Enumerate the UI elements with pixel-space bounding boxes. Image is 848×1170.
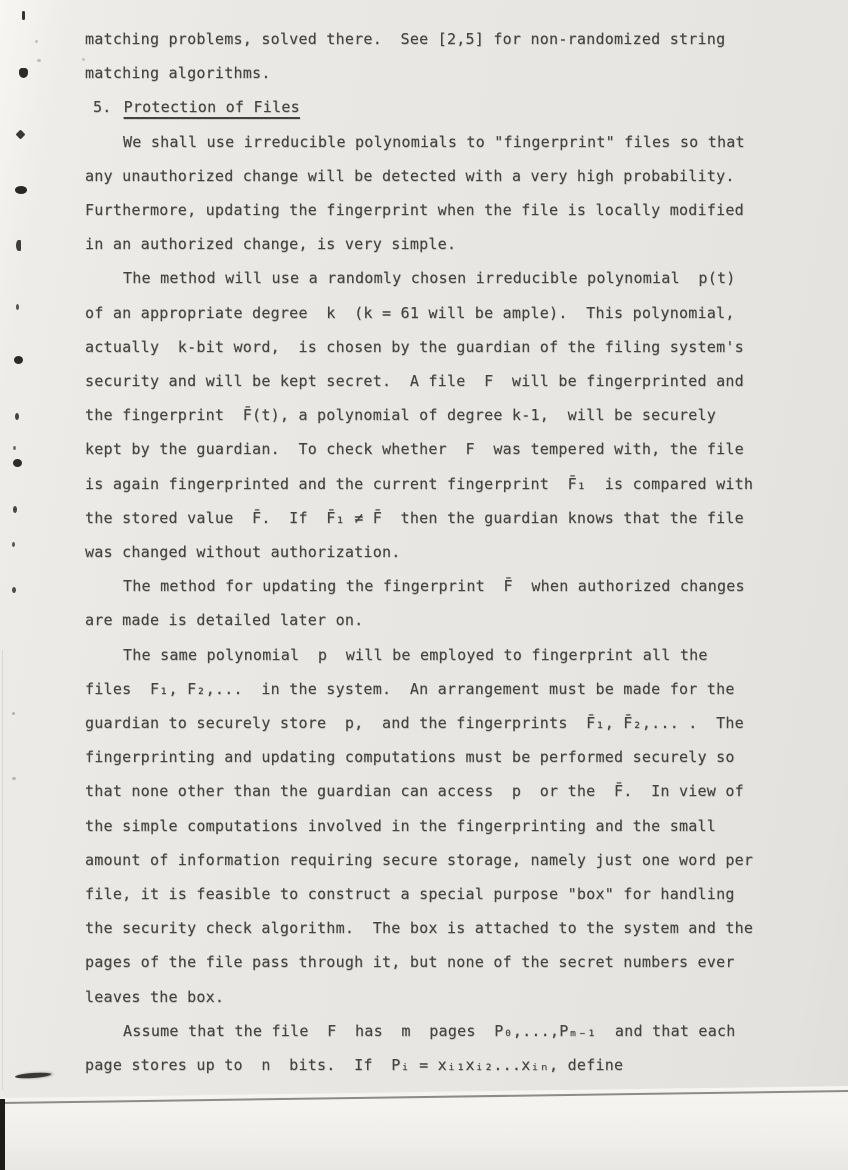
ink-speck bbox=[13, 459, 22, 467]
text-line: that none other than the guardian can access p or the F̄. In view of bbox=[85, 782, 744, 801]
section-number: 5. bbox=[93, 98, 112, 117]
ink-speck bbox=[15, 413, 19, 420]
scan-fold-line bbox=[2, 650, 3, 1090]
ink-speck bbox=[35, 40, 38, 43]
section-heading bbox=[85, 90, 785, 124]
ink-speck bbox=[14, 356, 23, 364]
text-line: the stored value F̄. If F̄₁ ≠ F̄ then the guardian knows that the file bbox=[85, 508, 744, 527]
page-bottom-area bbox=[0, 1086, 848, 1170]
ink-speck bbox=[37, 59, 41, 62]
text-line: Assume that the file F has m pages P₀,...,Pₘ₋₁ and that each bbox=[123, 1021, 736, 1040]
text-line: the security check algorithm. The box is attached to the system and the bbox=[85, 919, 754, 938]
text-line: are made is detailed later on. bbox=[85, 611, 364, 630]
text-line: actually k-bit word, is chosen by the guardian of the filing system's bbox=[85, 337, 744, 356]
ink-speck bbox=[15, 186, 27, 194]
text-line: was changed without authorization. bbox=[85, 543, 401, 562]
text-line: page stores up to n bits. If Pᵢ = xᵢ₁xᵢ₂...xᵢₙ, define bbox=[85, 1056, 624, 1075]
ink-speck bbox=[12, 542, 15, 547]
text-line: The method for updating the fingerprint F̄ when authorized changes bbox=[123, 577, 745, 596]
text-line: pages of the file pass through it, but none of the secret numbers ever bbox=[85, 953, 735, 972]
text-line: The method will use a randomly chosen irreducible polynomial p(t) bbox=[123, 269, 736, 288]
text-line: leaves the box. bbox=[85, 987, 225, 1006]
text-line: files F₁, F₂,... in the system. An arrangement must be made for the bbox=[85, 679, 735, 698]
ink-speck bbox=[16, 304, 19, 310]
ink-speck bbox=[16, 240, 21, 251]
ink-speck bbox=[12, 777, 16, 780]
scan-edge-shadow bbox=[0, 1099, 5, 1170]
text-line: file, it is feasible to construct a special purpose "box" for handling bbox=[85, 885, 735, 904]
text-line: in an authorized change, is very simple. bbox=[85, 235, 457, 254]
ink-speck bbox=[13, 446, 16, 450]
section-title: Protection of Files bbox=[123, 98, 300, 117]
text-line: The same polynomial p will be employed to fingerprint all the bbox=[123, 645, 708, 664]
ink-speck bbox=[16, 130, 26, 140]
ink-speck bbox=[12, 712, 15, 715]
text-line: amount of information requiring secure storage, namely just one word per bbox=[85, 850, 754, 869]
document-text bbox=[85, 22, 785, 1082]
text-line: fingerprinting and updating computations must be performed securely so bbox=[85, 748, 735, 767]
text-line: matching problems, solved there. See [2,5] for non-randomized string bbox=[85, 30, 726, 48]
ink-speck bbox=[19, 68, 28, 78]
text-line: guardian to securely store p, and the fingerprints F̄₁, F̄₂,... . The bbox=[85, 714, 744, 733]
text-line: matching algorithms. bbox=[85, 64, 271, 83]
ink-speck bbox=[22, 11, 25, 20]
ink-speck bbox=[13, 506, 17, 513]
text-line: of an appropriate degree k (k = 61 will be ample). This polynomial, bbox=[85, 303, 735, 322]
ink-smudge bbox=[15, 1072, 51, 1079]
text-line: the fingerprint F̄(t), a polynomial of degree k-1, will be securely bbox=[85, 406, 717, 425]
text-line: We shall use irreducible polynomials to "fingerprint" files so that bbox=[123, 132, 745, 151]
text-line: is again fingerprinted and the current fingerprint F̄₁ is compared with bbox=[85, 474, 754, 493]
text-line: any unauthorized change will be detected with a very high probability. bbox=[85, 166, 735, 185]
ink-speck bbox=[12, 587, 16, 593]
text-line: kept by the guardian. To check whether F was tempered with, the file bbox=[85, 440, 744, 459]
text-line: the simple computations involved in the fingerprinting and the small bbox=[85, 816, 717, 835]
text-line: Furthermore, updating the fingerprint when the file is locally modified bbox=[85, 201, 744, 220]
text-line: security and will be kept secret. A file F will be fingerprinted and bbox=[85, 372, 744, 391]
